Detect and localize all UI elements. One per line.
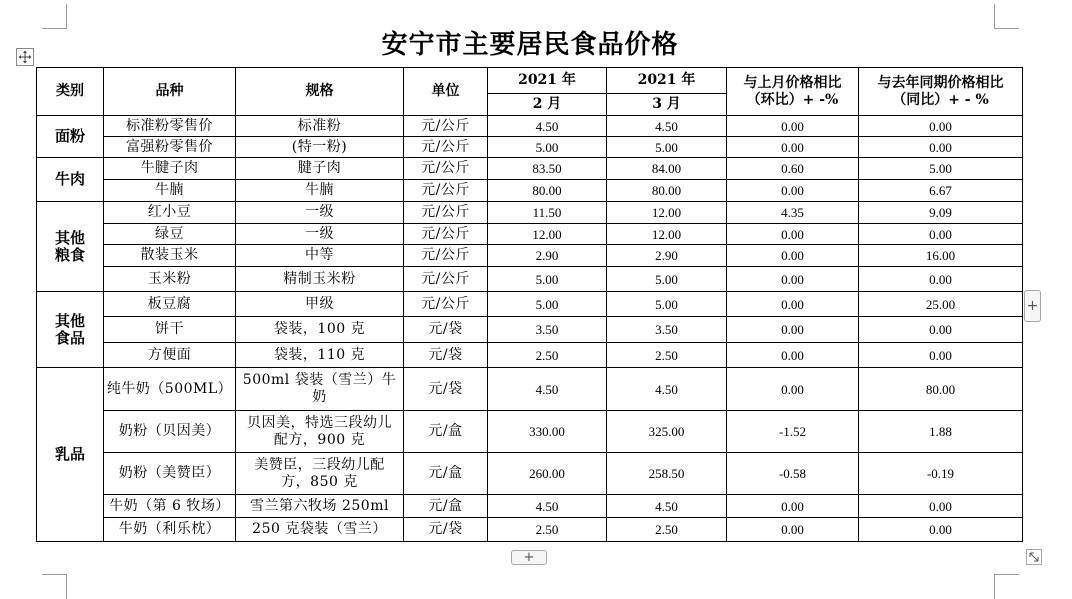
feb-price-cell: 5.00 — [488, 137, 607, 158]
table-row — [37, 267, 1023, 292]
unit-cell: 元/袋 — [404, 368, 488, 411]
category-line1: 其他 — [54, 311, 85, 330]
feb-price-cell: 4.50 — [488, 116, 607, 137]
spec-cell — [236, 411, 404, 453]
mom-cell: 0.00 — [727, 180, 859, 202]
unit-cell: 元/公斤 — [404, 267, 488, 292]
yoy-cell: 25.00 — [859, 292, 1023, 317]
category-line2: 食品 — [54, 328, 85, 347]
table-row — [37, 202, 1023, 224]
mar-price-cell: 5.00 — [607, 137, 727, 158]
feb-price-cell: 80.00 — [488, 180, 607, 202]
feb-price-cell: 2.50 — [488, 343, 607, 368]
spec-cell: 腱子肉 — [236, 158, 404, 180]
yoy-cell: 0.00 — [859, 267, 1023, 292]
variety-cell: 标准粉零售价 — [104, 116, 236, 137]
mom-cell: 0.00 — [727, 343, 859, 368]
unit-cell: 元/公斤 — [404, 180, 488, 202]
mom-cell: 0.00 — [727, 518, 859, 542]
unit-cell: 元/盒 — [404, 411, 488, 453]
header-year-feb: 2021 年 — [488, 68, 607, 94]
mom-cell: 0.00 — [727, 267, 859, 292]
add-row-button[interactable]: + — [511, 550, 547, 565]
spec-cell: 250 克袋装（雪兰） — [236, 518, 404, 542]
category-line2: 粮食 — [54, 245, 85, 264]
feb-price-cell: 5.00 — [488, 267, 607, 292]
mom-cell: 0.00 — [727, 224, 859, 245]
page-corner-mark-bottom-left — [42, 574, 67, 599]
mar-price-cell: 325.00 — [607, 411, 727, 453]
spec-cell: 标准粉 — [236, 116, 404, 137]
variety-cell: 富强粉零售价 — [104, 137, 236, 158]
header-mom — [727, 68, 859, 116]
spec-cell: 雪兰第六牧场 250ml — [236, 495, 404, 518]
table-row — [37, 368, 1023, 411]
yoy-cell: 0.00 — [859, 317, 1023, 343]
table-row — [37, 158, 1023, 180]
header-month-mar: 3 月 — [607, 94, 727, 116]
spec-cell: 一级 — [236, 224, 404, 245]
unit-cell: 元/公斤 — [404, 137, 488, 158]
header-yoy-line2: （同比）+ - % — [892, 91, 989, 108]
spec-cell: (特一粉) — [236, 137, 404, 158]
header-month-feb: 2 月 — [488, 94, 607, 116]
spec-cell: 中等 — [236, 245, 404, 267]
spec-line2: 方，850 克 — [281, 473, 358, 490]
unit-cell: 元/公斤 — [404, 158, 488, 180]
header-unit: 单位 — [404, 68, 488, 116]
yoy-cell: 5.00 — [859, 158, 1023, 180]
table-row — [37, 245, 1023, 267]
yoy-cell: -0.19 — [859, 453, 1023, 495]
table-row — [37, 453, 1023, 495]
page-corner-mark-bottom-right — [994, 574, 1019, 599]
mar-price-cell: 2.50 — [607, 518, 727, 542]
mar-price-cell: 80.00 — [607, 180, 727, 202]
table-row — [37, 137, 1023, 158]
table-row — [37, 343, 1023, 368]
mar-price-cell: 12.00 — [607, 224, 727, 245]
variety-cell: 红小豆 — [104, 202, 236, 224]
header-yoy — [859, 68, 1023, 116]
category-cell: 面粉 — [37, 116, 104, 158]
unit-cell: 元/公斤 — [404, 292, 488, 317]
spec-cell: 一级 — [236, 202, 404, 224]
variety-cell: 方便面 — [104, 343, 236, 368]
price-table — [36, 67, 1023, 542]
yoy-cell: 0.00 — [859, 495, 1023, 518]
table-row — [37, 224, 1023, 245]
yoy-cell: 0.00 — [859, 116, 1023, 137]
table-move-handle[interactable] — [16, 48, 34, 66]
spec-line2: 配方，900 克 — [273, 431, 366, 448]
yoy-cell: 0.00 — [859, 137, 1023, 158]
mom-cell: -1.52 — [727, 411, 859, 453]
feb-price-cell: 3.50 — [488, 317, 607, 343]
unit-cell: 元/袋 — [404, 317, 488, 343]
table-row — [37, 292, 1023, 317]
feb-price-cell: 260.00 — [488, 453, 607, 495]
variety-cell: 玉米粉 — [104, 267, 236, 292]
mar-price-cell: 4.50 — [607, 116, 727, 137]
yoy-cell: 80.00 — [859, 368, 1023, 411]
page-corner-mark-top-left — [42, 4, 67, 29]
unit-cell: 元/盒 — [404, 453, 488, 495]
table-row — [37, 411, 1023, 453]
page-corner-mark-top-right — [994, 4, 1019, 29]
mar-price-cell: 4.50 — [607, 368, 727, 411]
diagonal-resize-icon — [1028, 551, 1040, 563]
unit-cell: 元/公斤 — [404, 224, 488, 245]
mar-price-cell: 258.50 — [607, 453, 727, 495]
mom-cell: -0.58 — [727, 453, 859, 495]
mom-cell: 0.00 — [727, 116, 859, 137]
yoy-cell: 16.00 — [859, 245, 1023, 267]
mom-cell: 4.35 — [727, 202, 859, 224]
mom-cell: 0.00 — [727, 368, 859, 411]
variety-cell: 纯牛奶（500ML） — [104, 368, 236, 411]
mar-price-cell: 5.00 — [607, 292, 727, 317]
spec-cell — [236, 368, 404, 411]
spec-cell: 袋装，100 克 — [236, 317, 404, 343]
mom-cell: 0.60 — [727, 158, 859, 180]
variety-cell: 牛奶（第 6 牧场） — [104, 495, 236, 518]
header-year-mar: 2021 年 — [607, 68, 727, 94]
variety-cell: 牛腱子肉 — [104, 158, 236, 180]
yoy-cell: 1.88 — [859, 411, 1023, 453]
header-spec: 规格 — [236, 68, 404, 116]
mar-price-cell: 5.00 — [607, 267, 727, 292]
mar-price-cell: 3.50 — [607, 317, 727, 343]
yoy-cell: 0.00 — [859, 224, 1023, 245]
category-cell: 乳品 — [37, 368, 104, 542]
variety-cell: 奶粉（贝因美） — [104, 411, 236, 453]
unit-cell: 元/公斤 — [404, 202, 488, 224]
category-cell — [37, 292, 104, 368]
feb-price-cell: 83.50 — [488, 158, 607, 180]
mom-cell: 0.00 — [727, 137, 859, 158]
spec-cell: 精制玉米粉 — [236, 267, 404, 292]
add-column-button[interactable]: + — [1024, 290, 1041, 322]
table-row — [37, 317, 1023, 343]
header-category: 类别 — [37, 68, 104, 116]
unit-cell: 元/公斤 — [404, 245, 488, 267]
yoy-cell: 6.67 — [859, 180, 1023, 202]
mom-cell: 0.00 — [727, 292, 859, 317]
document-title: 安宁市主要居民食品价格 — [381, 30, 679, 60]
variety-cell: 牛腩 — [104, 180, 236, 202]
feb-price-cell: 4.50 — [488, 368, 607, 411]
feb-price-cell: 5.00 — [488, 292, 607, 317]
header-variety: 品种 — [104, 68, 236, 116]
spec-cell: 袋装，110 克 — [236, 343, 404, 368]
spec-cell: 牛腩 — [236, 180, 404, 202]
feb-price-cell: 4.50 — [488, 495, 607, 518]
feb-price-cell: 11.50 — [488, 202, 607, 224]
mar-price-cell: 4.50 — [607, 495, 727, 518]
yoy-cell: 0.00 — [859, 518, 1023, 542]
category-cell — [37, 202, 104, 292]
spec-line1: 美赞臣，三段幼儿配 — [254, 456, 385, 473]
spec-cell: 甲级 — [236, 292, 404, 317]
mar-price-cell: 2.50 — [607, 343, 727, 368]
header-mom-line2: （环比）+ -% — [746, 91, 839, 108]
yoy-cell: 9.09 — [859, 202, 1023, 224]
variety-cell: 板豆腐 — [104, 292, 236, 317]
header-yoy-line1: 与去年同期价格相比 — [877, 74, 1004, 91]
feb-price-cell: 2.90 — [488, 245, 607, 267]
variety-cell: 牛奶（利乐枕） — [104, 518, 236, 542]
mar-price-cell: 84.00 — [607, 158, 727, 180]
header-mom-line1: 与上月价格相比 — [743, 74, 842, 91]
variety-cell: 绿豆 — [104, 224, 236, 245]
table-row — [37, 518, 1023, 542]
table-row — [37, 116, 1023, 137]
variety-cell: 饼干 — [104, 317, 236, 343]
yoy-cell: 0.00 — [859, 343, 1023, 368]
unit-cell: 元/公斤 — [404, 116, 488, 137]
spec-line1: 500ml 袋装（雪兰）牛 — [242, 372, 397, 388]
feb-price-cell: 12.00 — [488, 224, 607, 245]
feb-price-cell: 2.50 — [488, 518, 607, 542]
move-arrows-icon — [18, 50, 32, 64]
unit-cell: 元/袋 — [404, 518, 488, 542]
table-row — [37, 495, 1023, 518]
category-cell: 牛肉 — [37, 158, 104, 202]
mar-price-cell: 2.90 — [607, 245, 727, 267]
variety-cell: 散装玉米 — [104, 245, 236, 267]
spec-line2: 奶 — [312, 389, 327, 405]
feb-price-cell: 330.00 — [488, 411, 607, 453]
mom-cell: 0.00 — [727, 245, 859, 267]
category-line1: 其他 — [54, 228, 85, 247]
unit-cell: 元/袋 — [404, 343, 488, 368]
spec-cell — [236, 453, 404, 495]
mom-cell: 0.00 — [727, 317, 859, 343]
table-resize-handle[interactable] — [1026, 549, 1042, 565]
table-row — [37, 180, 1023, 202]
variety-cell: 奶粉（美赞臣） — [104, 453, 236, 495]
mom-cell: 0.00 — [727, 495, 859, 518]
mar-price-cell: 12.00 — [607, 202, 727, 224]
header-row — [37, 68, 1023, 94]
unit-cell: 元/盒 — [404, 495, 488, 518]
spec-line1: 贝因美，特选三段幼儿 — [247, 414, 392, 431]
